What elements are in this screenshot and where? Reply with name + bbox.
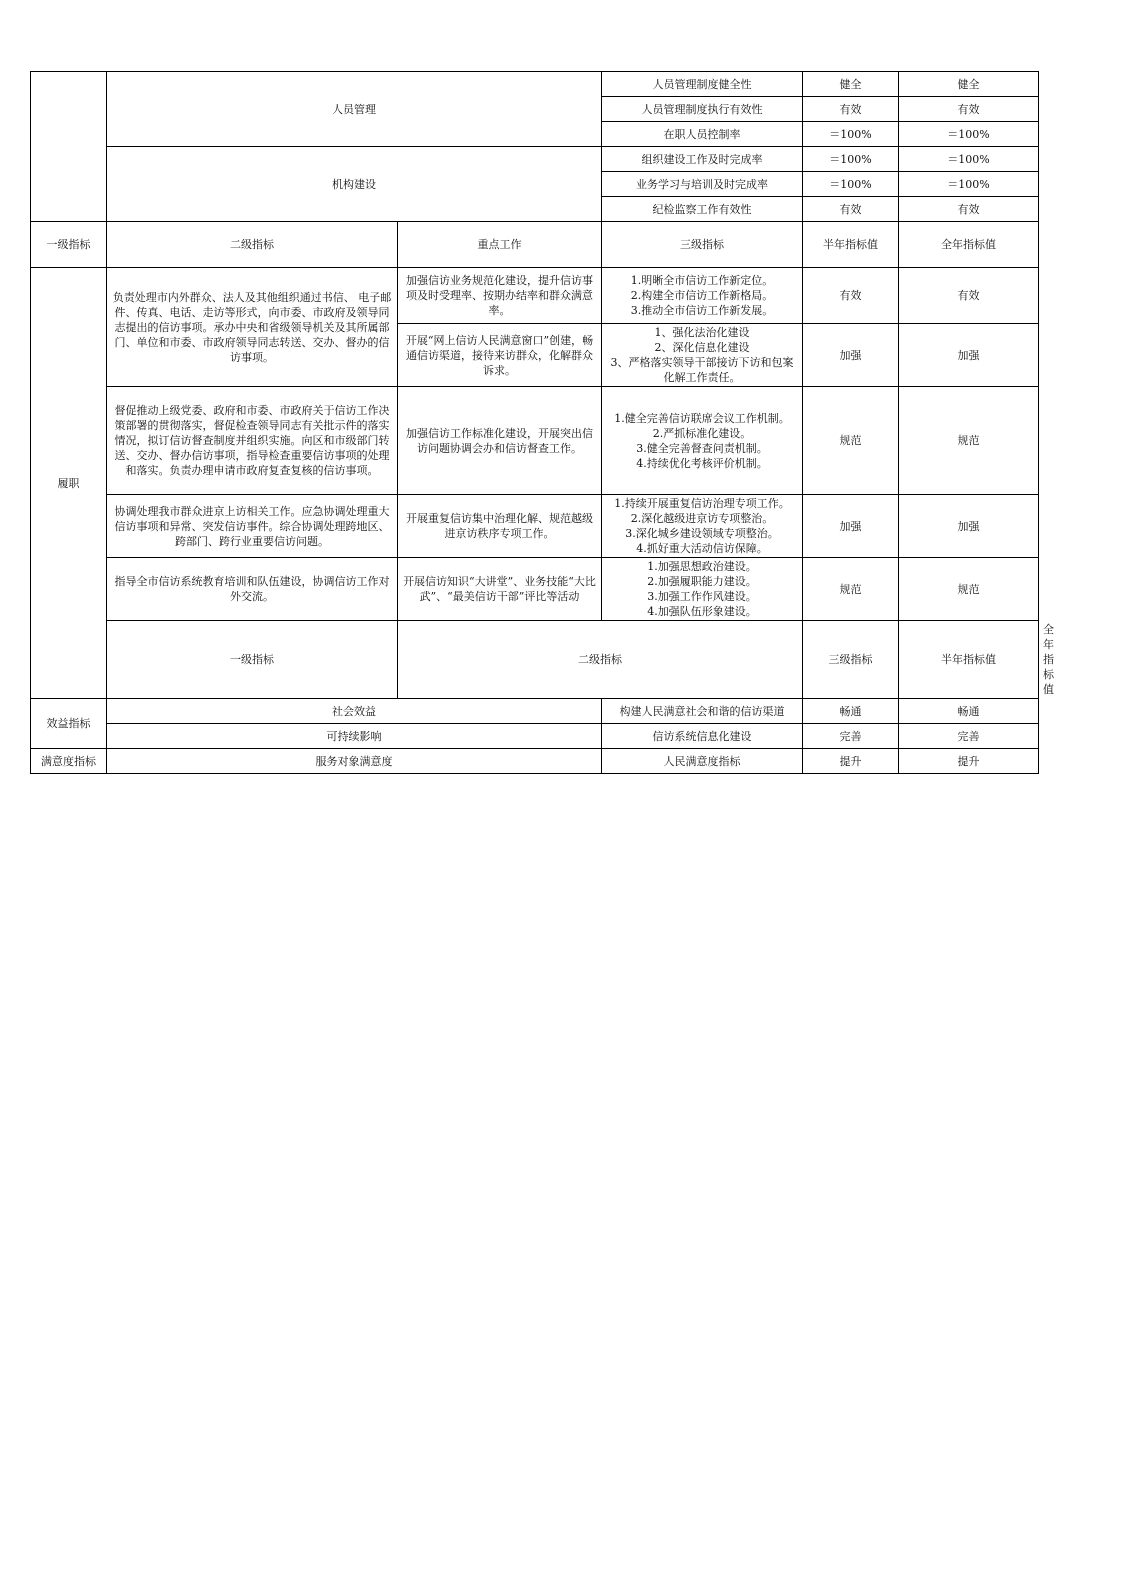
half-year-value: ＝100% — [803, 172, 899, 197]
level3-cell: 纪检监察工作有效性 — [602, 197, 803, 222]
level2-cell: 服务对象满意度 — [107, 749, 602, 774]
top-section-level1-cell — [31, 72, 107, 222]
level2-cell: 协调处理我市群众进京上访相关工作。应急协调处理重大信访事项和异常、突发信访事件。综合协调处理跨地区、跨部门、跨行业重要信访问题。 — [107, 495, 398, 558]
full-year-value: 畅通 — [899, 699, 1039, 724]
half-year-value: 加强 — [803, 495, 899, 558]
header-level3: 三级指标 — [803, 621, 899, 699]
header-level1: 一级指标 — [107, 621, 398, 699]
header-level2: 二级指标 — [107, 222, 398, 268]
duty-label: 履职 — [31, 268, 107, 699]
full-year-value: 有效 — [899, 197, 1039, 222]
level3-cell: 人民满意度指标 — [602, 749, 803, 774]
level2-cell: 负责处理市内外群众、法人及其他组织通过书信、 电子邮件、传真、电话、走访等形式，向市委、市政府及领导同志提出的信访事项。承办中央和省级领导机关及其所属部门、单位和市委、市政府领导同志转送、交办、督办的信访事项。 — [107, 268, 398, 387]
full-year-value: ＝100% — [899, 147, 1039, 172]
level3-cell: 在职人员控制率 — [602, 122, 803, 147]
key-work-cell: 开展信访知识“大讲堂”、业务技能“大比武”、“最美信访干部”评比等活动 — [398, 558, 602, 621]
key-work-cell: 开展“网上信访人民满意窗口”创建，畅通信访渠道，接待来访群众，化解群众诉求。 — [398, 324, 602, 387]
full-year-value: 有效 — [899, 268, 1039, 324]
level3-cell: 信访系统信息化建设 — [602, 724, 803, 749]
half-year-value: 有效 — [803, 97, 899, 122]
header-half-year: 半年指标值 — [803, 222, 899, 268]
half-year-value: ＝100% — [803, 122, 899, 147]
full-year-value: 规范 — [899, 558, 1039, 621]
level3-cell: 1、强化法治化建设 2、深化信息化建设 3、严格落实领导干部接访下访和包案化解工作责任。 — [602, 324, 803, 387]
key-work-cell: 加强信访业务规范化建设，提升信访事项及时受理率、按期办结率和群众满意率。 — [398, 268, 602, 324]
full-year-value: 完善 — [899, 724, 1039, 749]
full-year-value: 加强 — [899, 495, 1039, 558]
half-year-value: 有效 — [803, 268, 899, 324]
level3-cell: 构建人民满意社会和谐的信访渠道 — [602, 699, 803, 724]
personnel-management-label: 人员管理 — [107, 72, 602, 147]
benefit-label: 效益指标 — [31, 699, 107, 749]
level3-cell: 人员管理制度执行有效性 — [602, 97, 803, 122]
header-key-work: 重点工作 — [398, 222, 602, 268]
level3-cell: 1.健全完善信访联席会议工作机制。 2.严抓标准化建设。 3.健全完善督查问责机制。 4.持续优化考核评价机制。 — [602, 387, 803, 495]
level3-cell: 1.加强思想政治建设。 2.加强履职能力建设。 3.加强工作作风建设。 4.加强队伍形象建设。 — [602, 558, 803, 621]
full-year-value: ＝100% — [899, 122, 1039, 147]
half-year-value: 畅通 — [803, 699, 899, 724]
level3-cell: 1.明晰全市信访工作新定位。 2.构建全市信访工作新格局。 3.推动全市信访工作新发展。 — [602, 268, 803, 324]
full-year-value: 规范 — [899, 387, 1039, 495]
full-year-value: ＝100% — [899, 172, 1039, 197]
header-half-year: 半年指标值 — [899, 621, 1039, 699]
level3-cell: 人员管理制度健全性 — [602, 72, 803, 97]
level3-cell: 业务学习与培训及时完成率 — [602, 172, 803, 197]
half-year-value: ＝100% — [803, 147, 899, 172]
header-level2: 二级指标 — [398, 621, 803, 699]
full-year-value: 有效 — [899, 97, 1039, 122]
half-year-value: 提升 — [803, 749, 899, 774]
full-year-value: 提升 — [899, 749, 1039, 774]
level2-cell: 指导全市信访系统教育培训和队伍建设，协调信访工作对外交流。 — [107, 558, 398, 621]
performance-table: 人员管理 人员管理制度健全性 健全 健全 人员管理制度执行有效性 有效 有效 在职人员控制率 ＝100% ＝100% 机构建设 组织建设工作及时完成率 ＝100% ＝100% 业务学习与培训及时完成率 ＝100% ＝100% 纪检监察工作有效性 有效 有效 一级指标 二级指标 重点工作 三级指标 半年指标值 全年指标值 履职 负责处理市内外群众、法人及其他组织通过书信、 电子邮件、传真、电话、走访等形式，向市委、市政府及领导同志提出的信访事项。承办中央和省级领导机关及其所属部门、单位和市委、市政府领导同志转送、交办、督办的信访事项。 加强信访业务规范化建设，提升信访事项及时受理率、按期办结率和群众满意率。 1.明晰全市信访工作新定位。 2.构建全市信访工作新格局。 3.推动全市信访工作新发展。 有效 有效 开展“网上信访人民满意窗口”创建，畅通信访渠道，接待来访群众，化解群众诉求。 1、强化法治化建设 2、深化信息化建设 3、严格落实领导干部接访下访和包案化解工作责任。 加强 加强 督促推动上级党委、政府和市委、市政府关于信访工作决策部署的贯彻落实，督促检查领导同志有关批示件的落实情况，拟订信访督查制度并组织实施。向区和市级部门转送、交办、督办信访事项，指导检查重要信访事项的处理和落实。负责办理申请市政府复查复核的信访事项。 加强信访工作标准化建设，开展突出信访问题协调会办和信访督查工作。 1.健全完善信访联席会议工作机制。 2.严抓标准化建设。 3.健全完善督查问责机制。 4.持续优化考核评价机制。 规范 规范 协调处理我市群众进京上访相关工作。应急协调处理重大信访事项和异常、突发信访事件。综合协调处理跨地区、跨部门、跨行业重要信访问题。 开展重复信访集中治理化解、规范越级进京访秩序专项工作。 1.持续开展重复信访治理专项工作。 2.深化越级进京访专项整治。 3.深化城乡建设领域专项整治。 4.抓好重大活动信访保障。 加强 加强 指导全市信访系统教育培训和队伍建设，协调信访工作对外交流。 开展信访知识“大讲堂”、业务技能“大比武”、“最美信访干部”评比等活动 1.加强思想政治建设。 2.加强履职能力建设。 3.加强工作作风建设。 4.加强队伍形象建设。 规范 规范 一级指标 二级指标 三级指标 半年指标值 全年指标值 效益指标 社会效益 构建人民满意社会和谐的信访渠道 畅通 畅通 可持续影响 信访系统信息化建设 完善 完善 满意度指标 服务对象满意度 人民满意度指标 提升 提升 — [30, 71, 1039, 774]
header-full-year: 全年指标值 — [899, 222, 1039, 268]
satisfaction-label: 满意度指标 — [31, 749, 107, 774]
header-level1: 一级指标 — [31, 222, 107, 268]
half-year-value: 加强 — [803, 324, 899, 387]
key-work-cell: 加强信访工作标准化建设，开展突出信访问题协调会办和信访督查工作。 — [398, 387, 602, 495]
key-work-cell: 开展重复信访集中治理化解、规范越级进京访秩序专项工作。 — [398, 495, 602, 558]
half-year-value: 完善 — [803, 724, 899, 749]
full-year-value: 加强 — [899, 324, 1039, 387]
half-year-value: 有效 — [803, 197, 899, 222]
half-year-value: 健全 — [803, 72, 899, 97]
level2-cell: 可持续影响 — [107, 724, 602, 749]
org-construction-label: 机构建设 — [107, 147, 602, 222]
level3-cell: 组织建设工作及时完成率 — [602, 147, 803, 172]
header-level3: 三级指标 — [602, 222, 803, 268]
level2-cell: 社会效益 — [107, 699, 602, 724]
level3-cell: 1.持续开展重复信访治理专项工作。 2.深化越级进京访专项整治。 3.深化城乡建设领域专项整治。 4.抓好重大活动信访保障。 — [602, 495, 803, 558]
half-year-value: 规范 — [803, 558, 899, 621]
level2-cell: 督促推动上级党委、政府和市委、市政府关于信访工作决策部署的贯彻落实，督促检查领导同志有关批示件的落实情况，拟订信访督查制度并组织实施。向区和市级部门转送、交办、督办信访事项，指导检查重要信访事项的处理和落实。负责办理申请市政府复查复核的信访事项。 — [107, 387, 398, 495]
full-year-value: 健全 — [899, 72, 1039, 97]
half-year-value: 规范 — [803, 387, 899, 495]
